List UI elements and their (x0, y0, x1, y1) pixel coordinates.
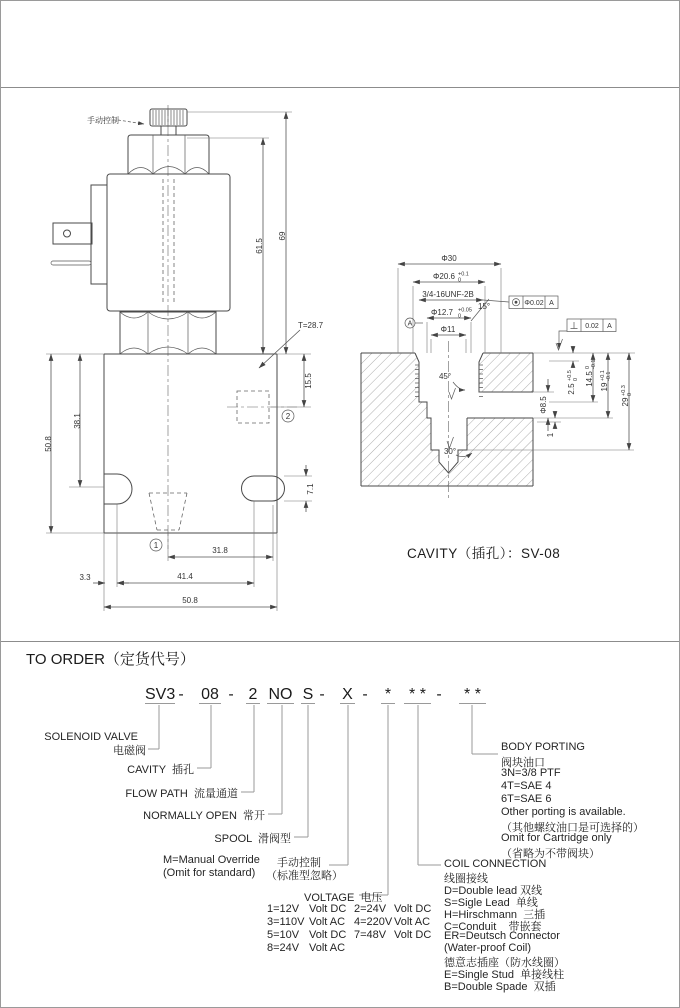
voltage-cell-0-0: 1=12V (267, 903, 300, 915)
datum-a-label: A (407, 320, 413, 328)
code-seg-flowpath: 2 (246, 686, 260, 704)
coil-line-4: C=Conduit 带嵌套 (444, 921, 542, 933)
coil-line-0: 线圈接线 (444, 873, 488, 885)
voltage-cell-0-1: Volt DC (309, 903, 347, 915)
voltage-cell-1-0: 3=110V (267, 916, 305, 928)
dim-t28-7: T=28.7 (298, 321, 324, 330)
code-seg-spool: S (302, 686, 314, 703)
dim-41-4: 41.4 (177, 572, 193, 581)
gdt1-datum: A (549, 300, 554, 307)
port-1-label: 1 (153, 541, 159, 550)
dim-38-1: 38.1 (73, 413, 82, 429)
label-manual-cn-2: （标准型忽略） (266, 870, 343, 882)
dim-d20-6-tol-dn: 0 (458, 277, 462, 284)
code-seg-cavity: 08 (199, 686, 221, 704)
dim-69: 69 (278, 231, 287, 241)
dim-d20-6-tol-up: +0.1 (458, 271, 469, 278)
voltage-cell-1-3: Volt AC (394, 916, 431, 928)
dim-14-5-tol-dn: -0.1 (591, 359, 597, 369)
dim-61-5: 61.5 (255, 238, 264, 254)
coil-title: COIL CONNECTION (444, 858, 547, 870)
coil-line-8: E=Single Stud 单接线柱 (444, 969, 565, 981)
dim-14-5: 14.5 (585, 371, 594, 387)
order-section (1, 642, 679, 1007)
dim-d12-7-tol-dn: 0 (458, 313, 462, 320)
dim-3-3: 3.3 (79, 573, 91, 582)
port-2-label: 2 (285, 412, 291, 421)
porting-line-6: Omit for Cartridge only (501, 832, 612, 844)
porting-line-1: 3N=3/8 PTF (501, 767, 561, 779)
dim-19: 19 (600, 382, 609, 392)
coil-line-3: H=Hirschmann 三插 (444, 909, 546, 921)
gdt-concentricity-frame (483, 296, 558, 309)
voltage-cell-2-0: 5=10V (267, 929, 300, 941)
porting-line-0: 阀块油口 (501, 757, 545, 769)
valve-dimensions (44, 112, 324, 611)
code-dash-1: - (178, 686, 184, 703)
dim-29-tol-up: +0.3 (621, 385, 627, 396)
voltage-cell-2-2: 7=48V (354, 929, 387, 941)
coil-line-7: 德意志插座（防水线圈） (444, 957, 565, 969)
perpendicularity-icon (571, 322, 578, 329)
dim-50-8-bottom: 50.8 (182, 596, 198, 605)
dim-2-5-tol-up: +0.5 (567, 370, 573, 381)
porting-title: BODY PORTING (501, 741, 585, 753)
label-spool: SPOOL 滑阀型 (214, 833, 291, 845)
dim-19-tol-up: +0.1 (600, 370, 606, 381)
code-dash-3: - (319, 686, 325, 703)
dim-7-1: 7.1 (306, 483, 315, 495)
gdt1-value: Φ0.02 (524, 300, 544, 307)
voltage-cell-2-1: Volt DC (309, 929, 347, 941)
code-seg-model: SV3 (145, 686, 176, 703)
valve-body (104, 354, 297, 533)
code-dash-4: - (362, 686, 368, 703)
angle-45: 45° (438, 372, 452, 381)
coil-connector (51, 185, 107, 284)
coil-body (107, 174, 230, 311)
porting-line-7: （省略为不带阀块） (501, 848, 600, 860)
gdt-perpendicularity-frame (559, 319, 616, 349)
cavity-drawing (361, 299, 563, 501)
dim-2-5-tol-dn: 0 (573, 377, 579, 381)
coil-line-6: (Water-proof Coil) (444, 942, 531, 954)
voltage-cell-0-2: 2=24V (354, 903, 387, 915)
valve-drawing (51, 105, 297, 551)
code-dash-2: - (228, 686, 234, 703)
code-seg-manual: X (340, 686, 355, 704)
porting-line-4: Other porting is available. (501, 806, 626, 818)
angle-30: 30° (443, 447, 457, 456)
porting-line-2: 4T=SAE 4 (501, 780, 552, 792)
dim-14-5-tol-up: 0 (585, 365, 591, 369)
voltage-cell-1-2: 4=220V (354, 916, 393, 928)
order-title: TO ORDER（定货代号） (26, 651, 195, 668)
label-normally-open: NORMALLY OPEN 常开 (143, 810, 265, 822)
datum-a-symbol (405, 318, 423, 328)
dim-d8-5: Φ8.5 (539, 396, 548, 414)
dim-d20-6: Φ20.6 (433, 272, 455, 281)
coil-line-1: D=Double lead 双线 (444, 885, 543, 897)
label-manual-en-1: M=Manual Override (163, 854, 260, 866)
code-seg-coil: * * (404, 686, 431, 704)
dim-1: 1 (546, 432, 555, 438)
gdt2-value: 0.02 (585, 323, 599, 330)
label-flow-path: FLOW PATH 流量通道 (125, 788, 238, 800)
label-cavity: CAVITY 插孔 (127, 764, 194, 776)
coil-line-9: B=Double Spade 双插 (444, 981, 556, 993)
dim-50-8-left: 50.8 (44, 436, 53, 452)
voltage-cell-3-1: Volt AC (309, 942, 346, 954)
porting-line-3: 6T=SAE 6 (501, 793, 552, 805)
porting-line-5: （其他螺纹油口是可选择的） (501, 822, 644, 834)
dim-d12-7-tol-up: +0.05 (458, 307, 472, 314)
cavity-caption: CAVITY（插孔）：SV-08 (407, 546, 561, 561)
coil-line-5: ER=Deutsch Connector (444, 930, 560, 942)
gdt2-datum: A (607, 323, 612, 330)
dim-29: 29 (621, 397, 630, 407)
dim-d11: Φ11 (440, 325, 456, 334)
dim-31-8: 31.8 (212, 546, 228, 555)
voltage-cell-0-3: Volt DC (394, 903, 432, 915)
dim-2-5: 2.5 (567, 383, 576, 395)
code-seg-porting: * * (459, 686, 486, 704)
voltage-cell-2-3: Volt DC (394, 929, 432, 941)
dim-thread: 3/4-16UNF-2B (422, 290, 474, 299)
coil-line-2: S=Sigle Lead 单线 (444, 897, 538, 909)
dim-29-tol-dn: 0 (627, 392, 633, 396)
dim-d30: Φ30 (441, 254, 457, 263)
label-manual-cn-1: 手动控制 (277, 857, 321, 869)
code-seg-no: NO (268, 686, 293, 703)
upper-hex-nut (128, 135, 209, 174)
voltage-title: VOLTAGE 电压 (304, 892, 383, 904)
code-seg-voltage: * (381, 686, 395, 704)
dim-19-tol-dn: -0.1 (606, 371, 612, 381)
concentricity-icon-dot (515, 301, 518, 304)
label-solenoid-valve-en: SOLENOID VALVE (44, 731, 138, 743)
dim-d12-7: Φ12.7 (431, 308, 453, 317)
voltage-cell-1-1: Volt AC (309, 916, 346, 928)
label-manual-en-2: (Omit for standard) (163, 867, 256, 879)
angle-15: 15° (478, 302, 491, 311)
dim-15-5: 15.5 (304, 373, 313, 389)
manual-override-label: 手动控制 (87, 116, 119, 125)
manual-override-knob (150, 109, 187, 135)
code-dash-5: - (436, 686, 442, 703)
voltage-cell-3-0: 8=24V (267, 942, 300, 954)
label-solenoid-valve-cn: 电磁阀 (113, 745, 146, 757)
technical-drawing (1, 1, 679, 641)
